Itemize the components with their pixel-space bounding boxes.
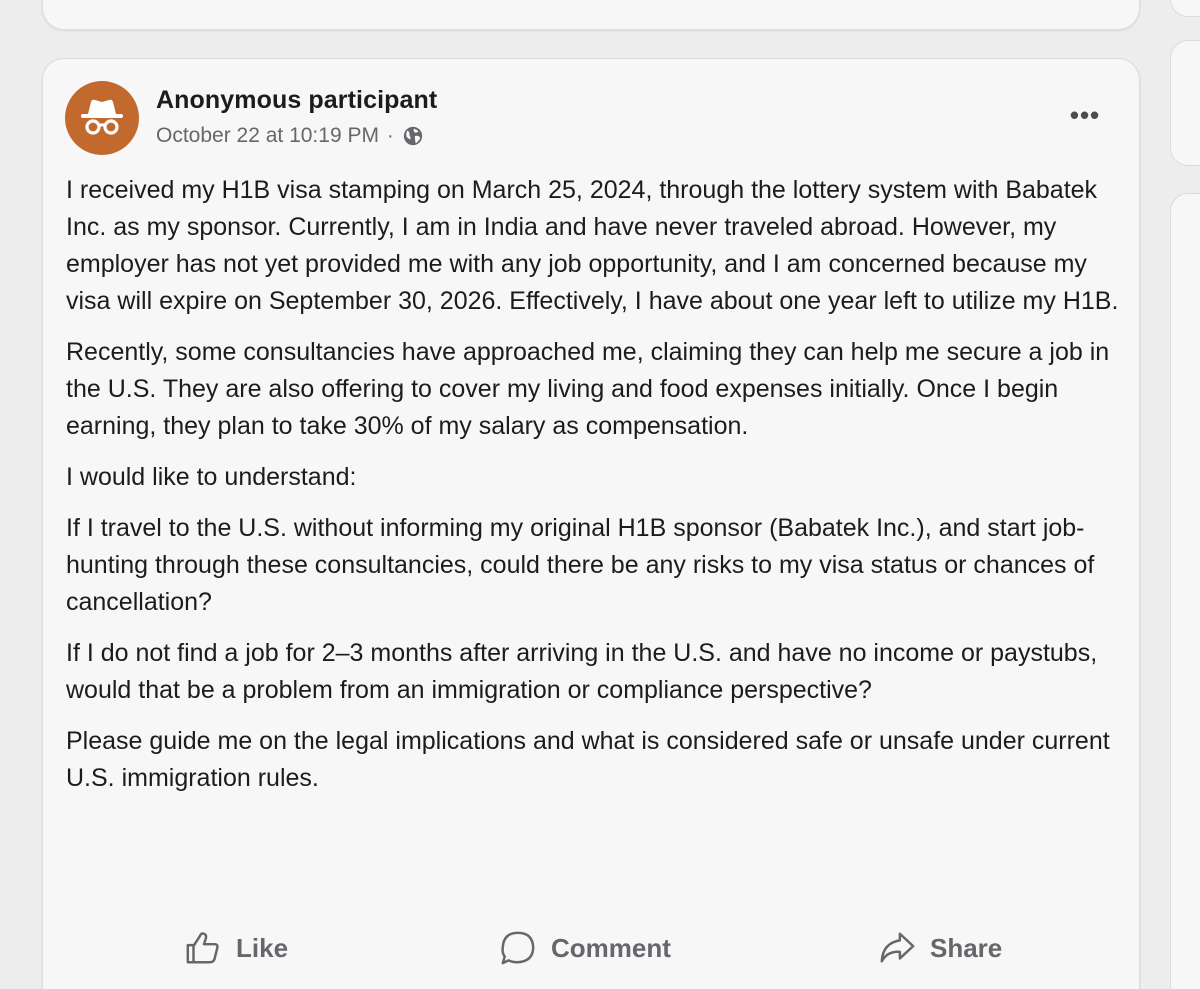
share-arrow-icon [878, 929, 916, 967]
globe-icon[interactable] [402, 125, 424, 147]
post-body [66, 172, 1131, 811]
avatar[interactable] [65, 81, 139, 155]
post-paragraph: Please guide me on the legal implications and what is considered safe or unsafe under current U.S. immigration rules. [66, 727, 1110, 792]
like-label: Like [236, 932, 289, 963]
comment-label: Comment [551, 932, 671, 963]
like-button[interactable] [184, 920, 288, 976]
post-paragraph: If I travel to the U.S. without informing my original H1B sponsor (Babatek Inc.), and start job-hunting through these consultancies, could there be any risks to my visa status or chances of cancellation? [66, 514, 1095, 616]
post-actions-bar [42, 920, 1140, 976]
thumbs-up-icon [184, 929, 222, 967]
post-paragraph: I received my H1B visa stamping on March 25, 2024, through the lottery system with Babatek Inc. as my sponsor. Currently, I am in India and have never traveled abroad. However, my employer has not yet provided me with any job opportunity, and I am concerned because my visa will expire on September 30, 2026. Effectively, I have about one year left to utilize my H1B. [66, 176, 1119, 315]
post-paragraph: Recently, some consultancies have approached me, claiming they can help me secure a job in the U.S. They are also offering to cover my living and food expenses initially. Once I begin earning, they plan to take 30% of my salary as compensation. [66, 338, 1110, 440]
share-button[interactable] [878, 920, 1002, 976]
author-name[interactable]: Anonymous participant [156, 86, 438, 114]
sidebar-card [1170, 40, 1200, 166]
comment-button[interactable] [499, 920, 671, 976]
comment-bubble-icon [499, 929, 537, 967]
previous-post-card [42, 0, 1140, 30]
share-label: Share [930, 932, 1003, 963]
sidebar-card [1170, 0, 1200, 17]
sidebar-card [1170, 193, 1200, 989]
incognito-icon [76, 92, 128, 144]
post-timestamp[interactable]: October 22 at 10:19 PM [156, 124, 379, 147]
meta-separator: · [386, 124, 394, 147]
post-paragraph: I would like to understand: [66, 463, 357, 491]
post-paragraph: If I do not find a job for 2–3 months after arriving in the U.S. and have no income or paystubs, would that be a problem from an immigration or compliance perspective? [66, 639, 1098, 704]
more-options-button[interactable]: ••• [1069, 99, 1101, 130]
post-meta [156, 124, 424, 148]
